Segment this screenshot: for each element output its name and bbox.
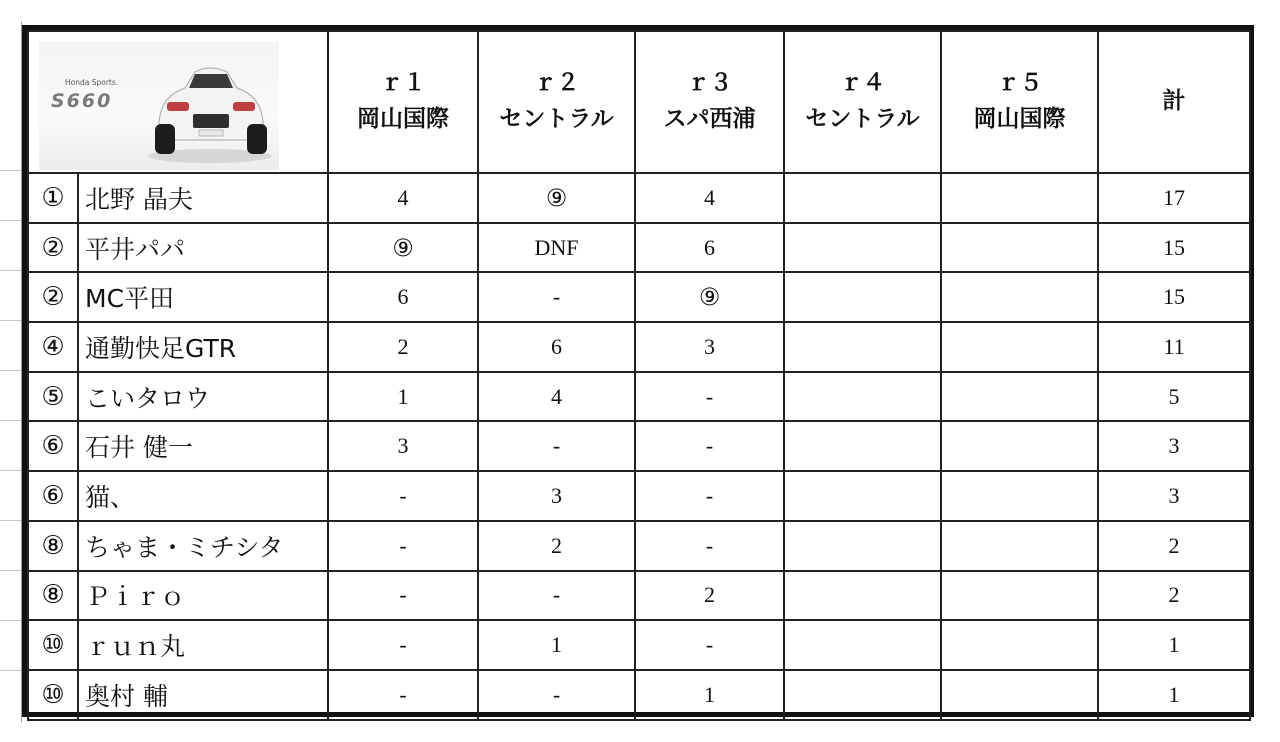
r2-points-cell: 2 [478,521,635,571]
r4-points-cell [784,670,941,720]
driver-name-cell: 石井 健一 [78,421,328,471]
round-2-code: ｒ２ [533,70,580,97]
driver-name-cell: MC平田 [78,272,328,322]
r5-points-cell [941,322,1098,372]
header-round-4 [784,31,941,173]
driver-name-cell: こいタロウ [78,372,328,422]
driver-name-cell: 平井パパ [78,223,328,273]
header-round-2 [478,31,635,173]
table-row [28,471,1250,521]
r1-points-cell: - [328,471,478,521]
r2-points-cell: ⑨ [478,173,635,223]
total-points-cell: 2 [1098,521,1250,571]
driver-name-cell: 北野 晶夫 [78,173,328,223]
table-row [28,521,1250,571]
table-row [28,173,1250,223]
driver-name-cell: 奥村 輔 [78,670,328,720]
driver-name-cell: 猫、 [78,471,328,521]
r3-points-cell: - [635,372,784,422]
rank-cell: ⑧ [28,571,78,621]
round-2-venue: セントラル [499,106,614,132]
r3-points-cell: 3 [635,322,784,372]
round-1-venue: 岡山国際 [357,106,449,132]
r4-points-cell [784,223,941,273]
logo-cell [28,31,328,173]
r5-points-cell [941,620,1098,670]
r3-points-cell: 6 [635,223,784,273]
table-row [28,322,1250,372]
table-row [28,571,1250,621]
r1-points-cell: - [328,620,478,670]
r2-points-cell: - [478,421,635,471]
round-1-code: ｒ１ [380,70,426,97]
rank-cell: ② [28,272,78,322]
rank-cell: ⑤ [28,372,78,422]
r1-points-cell: 3 [328,421,478,471]
round-5-code: ｒ５ [996,70,1043,97]
r3-points-cell: - [635,421,784,471]
driver-name-cell: 通勤快足GTR [78,322,328,372]
r5-points-cell [941,223,1098,273]
total-points-cell: 2 [1098,571,1250,621]
notebook-rule-lines [0,0,22,742]
r1-points-cell: - [328,521,478,571]
r4-points-cell [784,173,941,223]
r2-points-cell: - [478,571,635,621]
r3-points-cell: 4 [635,173,784,223]
r1-points-cell: - [328,571,478,621]
rank-cell: ⑥ [28,471,78,521]
r1-points-cell: 6 [328,272,478,322]
r4-points-cell [784,620,941,670]
total-points-cell: 3 [1098,421,1250,471]
r4-points-cell [784,471,941,521]
r2-points-cell: 4 [478,372,635,422]
r5-points-cell [941,571,1098,621]
r5-points-cell [941,521,1098,571]
logo-model-text: S660 [51,90,113,112]
r2-points-cell: - [478,272,635,322]
rank-cell: ⑥ [28,421,78,471]
table-row [28,670,1250,720]
r1-points-cell: ⑨ [328,223,478,273]
r1-points-cell: 2 [328,322,478,372]
total-points-cell: 1 [1098,670,1250,720]
round-3-venue: スパ西浦 [663,106,756,132]
round-3-code: ｒ３ [686,70,733,97]
car-rear-image [143,44,277,166]
logo-brand-text: Honda Sports. [65,78,119,87]
table-row [28,223,1250,273]
total-points-cell: 17 [1098,173,1250,223]
driver-name-cell: ｒｕｎ丸 [78,620,328,670]
r1-points-cell: 4 [328,173,478,223]
header-total: 計 [1098,31,1250,173]
standings-rows [28,173,1250,720]
round-4-venue: セントラル [805,106,920,132]
standings-table [27,30,1251,721]
r4-points-cell [784,272,941,322]
standings-table-frame [22,25,1254,717]
header-row [28,31,1250,173]
header-round-3 [635,31,784,173]
rank-cell: ⑧ [28,521,78,571]
r2-points-cell: - [478,670,635,720]
rank-cell: ② [28,223,78,273]
total-points-cell: 15 [1098,223,1250,273]
r3-points-cell: - [635,471,784,521]
table-row [28,272,1250,322]
driver-name-cell: ちゃま・ミチシタ [78,521,328,571]
header-round-5 [941,31,1098,173]
total-points-cell: 5 [1098,372,1250,422]
r5-points-cell [941,670,1098,720]
r4-points-cell [784,521,941,571]
r5-points-cell [941,272,1098,322]
r2-points-cell: 3 [478,471,635,521]
r2-points-cell: 6 [478,322,635,372]
r5-points-cell [941,471,1098,521]
rank-cell: ① [28,173,78,223]
rank-cell: ④ [28,322,78,372]
r1-points-cell: - [328,670,478,720]
r5-points-cell [941,372,1098,422]
table-row [28,421,1250,471]
r3-points-cell: - [635,521,784,571]
rank-cell: ⑩ [28,620,78,670]
header-round-1 [328,31,478,173]
r2-points-cell: 1 [478,620,635,670]
r1-points-cell: 1 [328,372,478,422]
driver-name-cell: Ｐｉｒｏ [78,571,328,621]
r4-points-cell [784,421,941,471]
r4-points-cell [784,372,941,422]
total-points-cell: 1 [1098,620,1250,670]
r2-points-cell: DNF [478,223,635,273]
r4-points-cell [784,571,941,621]
total-points-cell: 15 [1098,272,1250,322]
r3-points-cell: 2 [635,571,784,621]
table-row [28,620,1250,670]
rank-cell: ⑩ [28,670,78,720]
s660-logo [39,42,279,170]
r5-points-cell [941,173,1098,223]
r3-points-cell: - [635,620,784,670]
round-5-venue: 岡山国際 [973,106,1066,132]
r4-points-cell [784,322,941,372]
r5-points-cell [941,421,1098,471]
table-row [28,372,1250,422]
r3-points-cell: ⑨ [635,272,784,322]
total-points-cell: 3 [1098,471,1250,521]
round-4-code: ｒ４ [839,70,886,97]
total-points-cell: 11 [1098,322,1250,372]
r3-points-cell: 1 [635,670,784,720]
